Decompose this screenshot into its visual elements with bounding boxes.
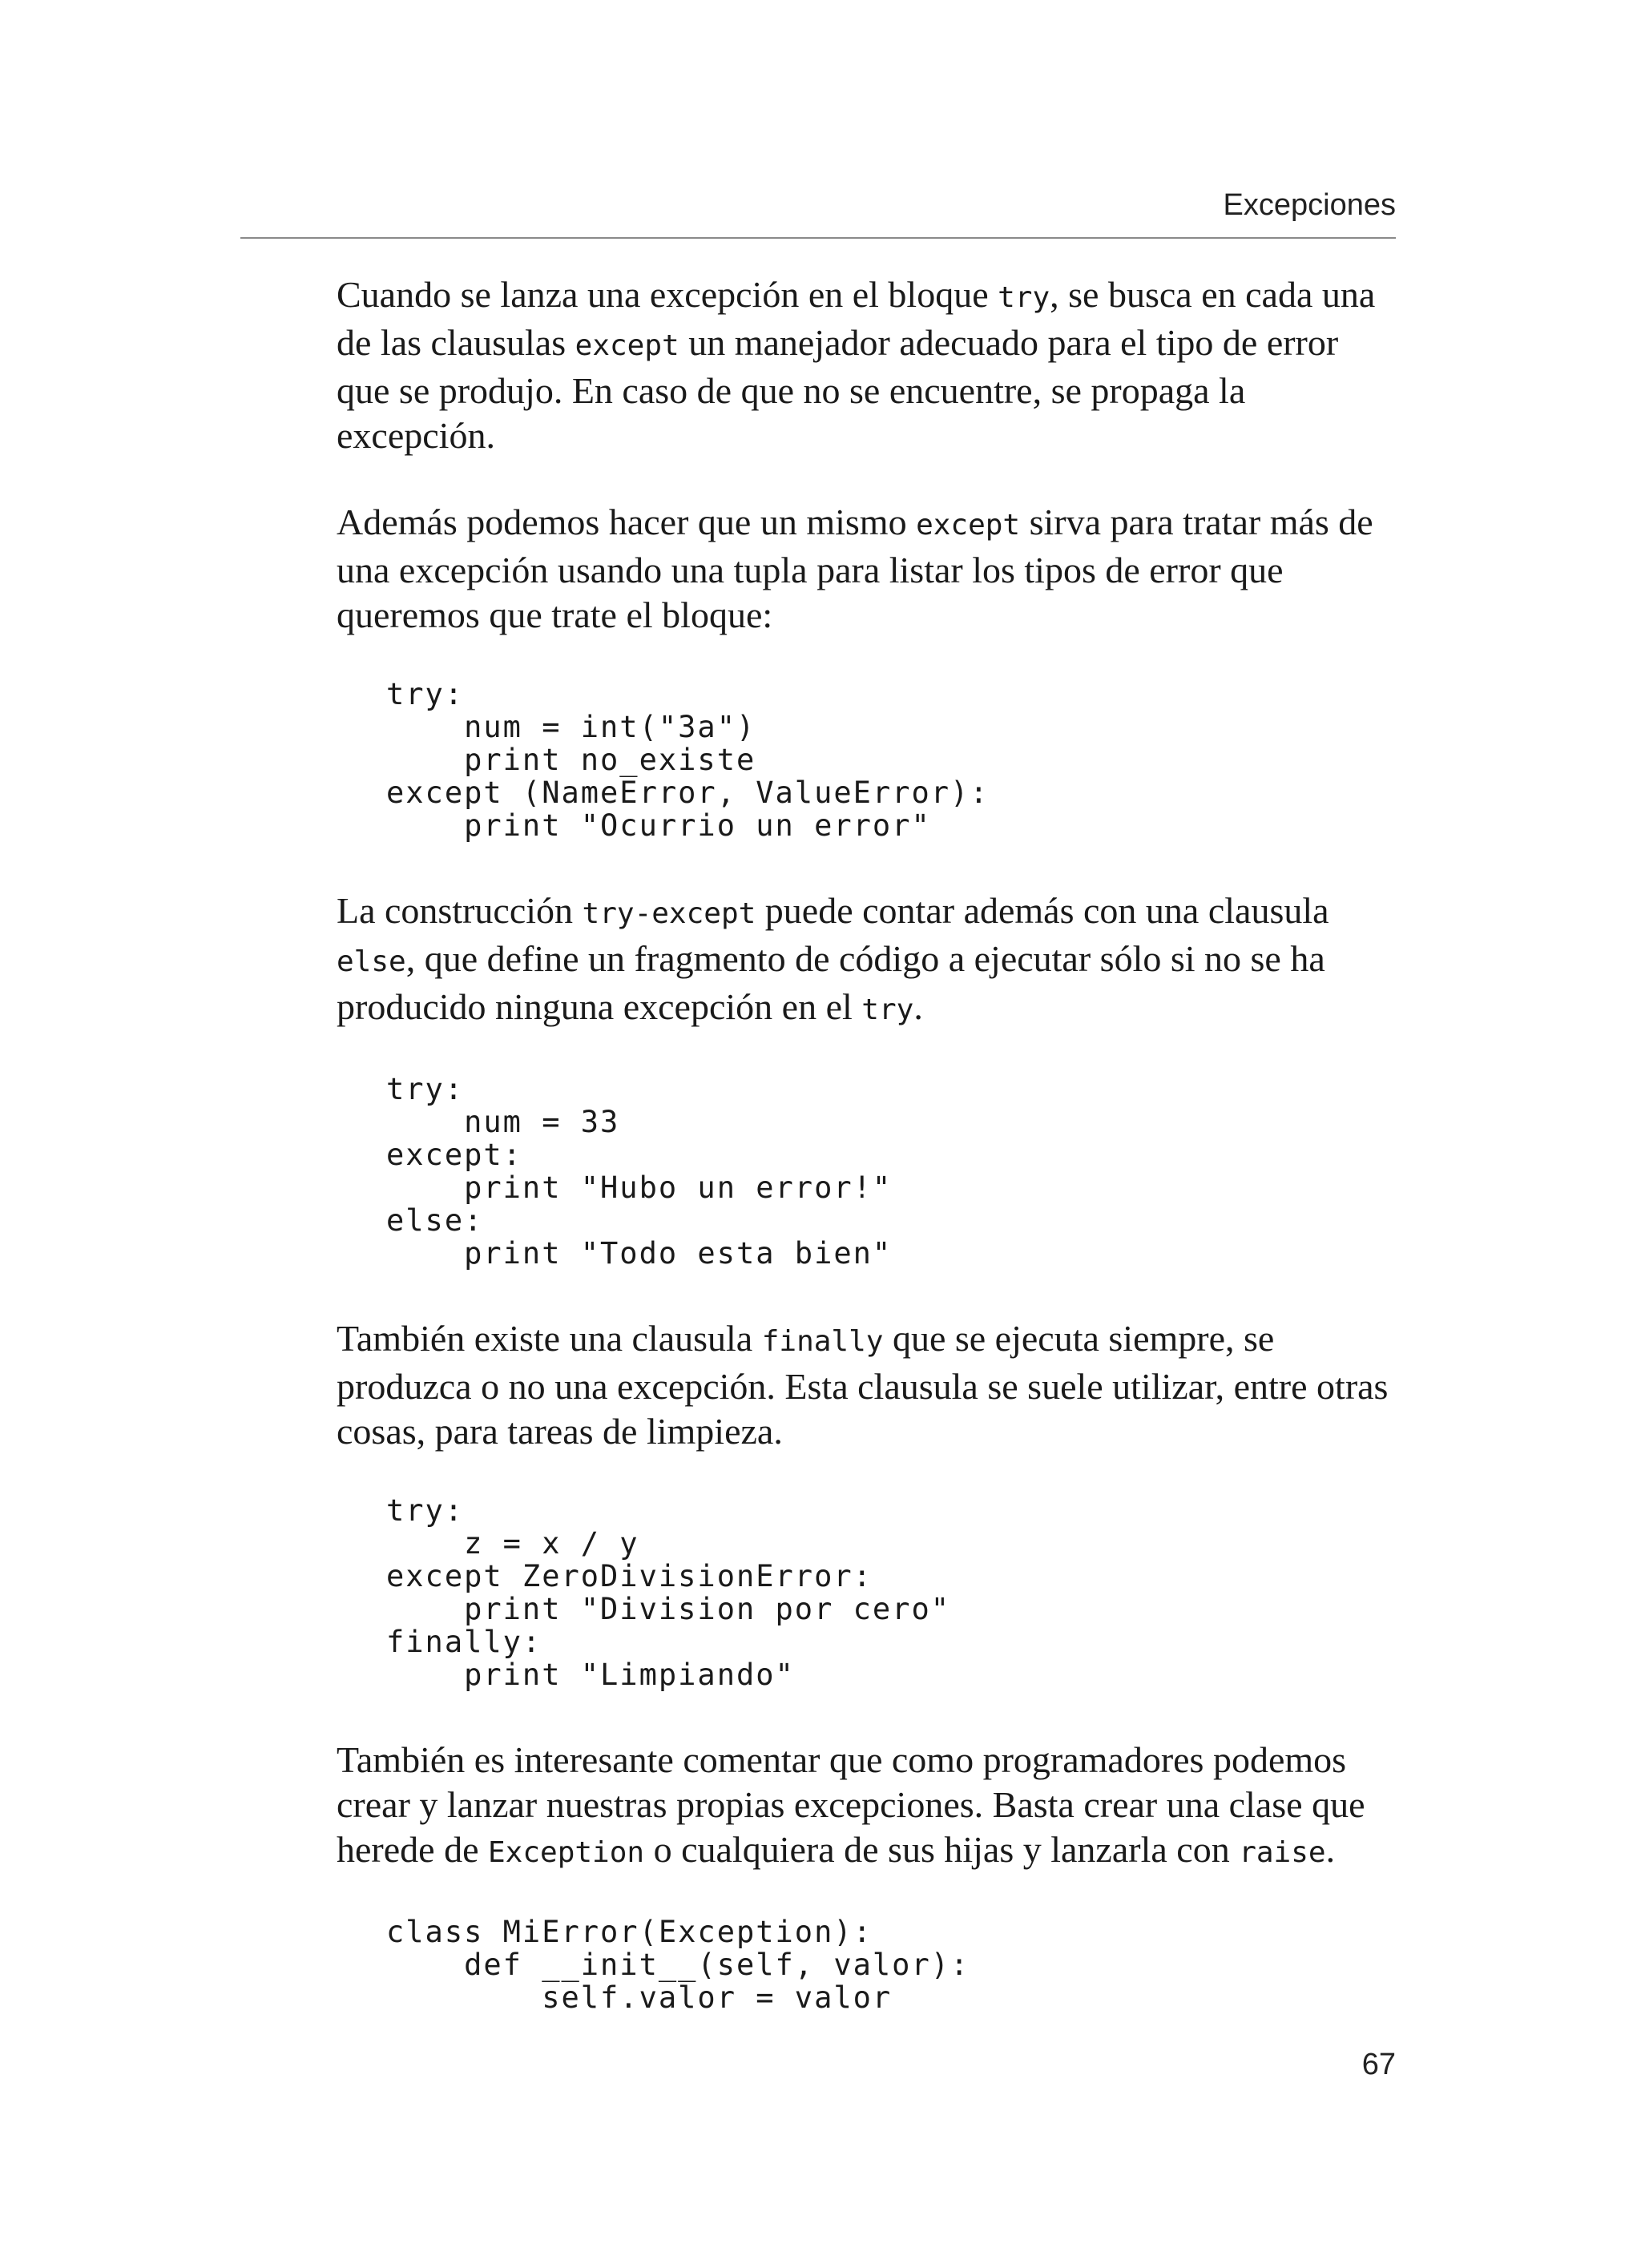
paragraph-except-tuple: [337, 500, 1394, 638]
paragraph-text: También es interesante comentar que como programadores podemos crear y lanzar nuestras propias excepciones. Basta crear una clase que herede de: [337, 1739, 1365, 1870]
code-block-except-tuple: try: num = int("3a") print no_existe except (NameError, ValueError): print "Ocurrio un error": [386, 677, 990, 843]
paragraph-text: También existe una clausula: [337, 1318, 762, 1359]
paragraph-try-search: [337, 272, 1394, 458]
paragraph-text: sirva para tratar más de una excepción usando una tupla para listar los tipos de error que queremos que trate el bloque:: [337, 502, 1373, 635]
page-number: 67: [1361, 2048, 1396, 2081]
inline-code: Exception: [488, 1836, 645, 1869]
paragraph-text: Además podemos hacer que un mismo: [337, 502, 917, 542]
paragraph-text: Cuando se lanza una excepción en el bloque: [337, 274, 998, 315]
inline-code: raise: [1239, 1836, 1326, 1869]
paragraph-try-except-else: [337, 888, 1394, 1033]
paragraph-text: puede contar además con una clausula: [756, 890, 1329, 931]
paragraph-text: La construcción: [337, 890, 583, 931]
paragraph-finally: [337, 1316, 1394, 1454]
paragraph-text: o cualquiera de sus hijas y lanzarla con: [644, 1829, 1240, 1870]
header-rule: [240, 237, 1396, 239]
inline-code: finally: [761, 1325, 884, 1358]
inline-code: except: [575, 329, 679, 362]
paragraph-text: un manejador adecuado para el tipo de error que se produjo. En caso de que no se encuentre, se propaga la excepción.: [337, 322, 1339, 456]
inline-code: else: [337, 945, 406, 978]
inline-code: try-except: [582, 897, 756, 930]
paragraph-custom-exceptions: [337, 1738, 1394, 1875]
paragraph-text: .: [1325, 1829, 1336, 1870]
inline-code: try: [861, 993, 914, 1026]
inline-code: except: [916, 509, 1021, 542]
paragraph-text: .: [913, 986, 923, 1027]
code-block-else: try: num = 33 except: print "Hubo un error!" else: print "Todo esta bien": [386, 1072, 893, 1271]
paragraph-text: , se busca en cada una de las clausulas: [337, 274, 1376, 363]
code-block-finally: try: z = x / y except ZeroDivisionError: print "Division por cero" finally: print "Limpiando": [386, 1493, 951, 1692]
running-header-title: Excepciones: [1223, 188, 1396, 222]
code-block-custom-exception: class MiError(Exception): def __init__(self, valor): self.valor = valor: [386, 1915, 970, 2015]
inline-code: try: [998, 281, 1050, 314]
paragraph-text: que se ejecuta siempre, se produzca o no una excepción. Esta clausula se suele utilizar, entre otras cosas, para tareas de limpieza.: [337, 1318, 1389, 1452]
page-body: [337, 272, 1394, 2014]
paragraph-text: , que define un fragmento de código a ejecutar sólo si no se ha producido ninguna excepción en el: [337, 938, 1325, 1027]
